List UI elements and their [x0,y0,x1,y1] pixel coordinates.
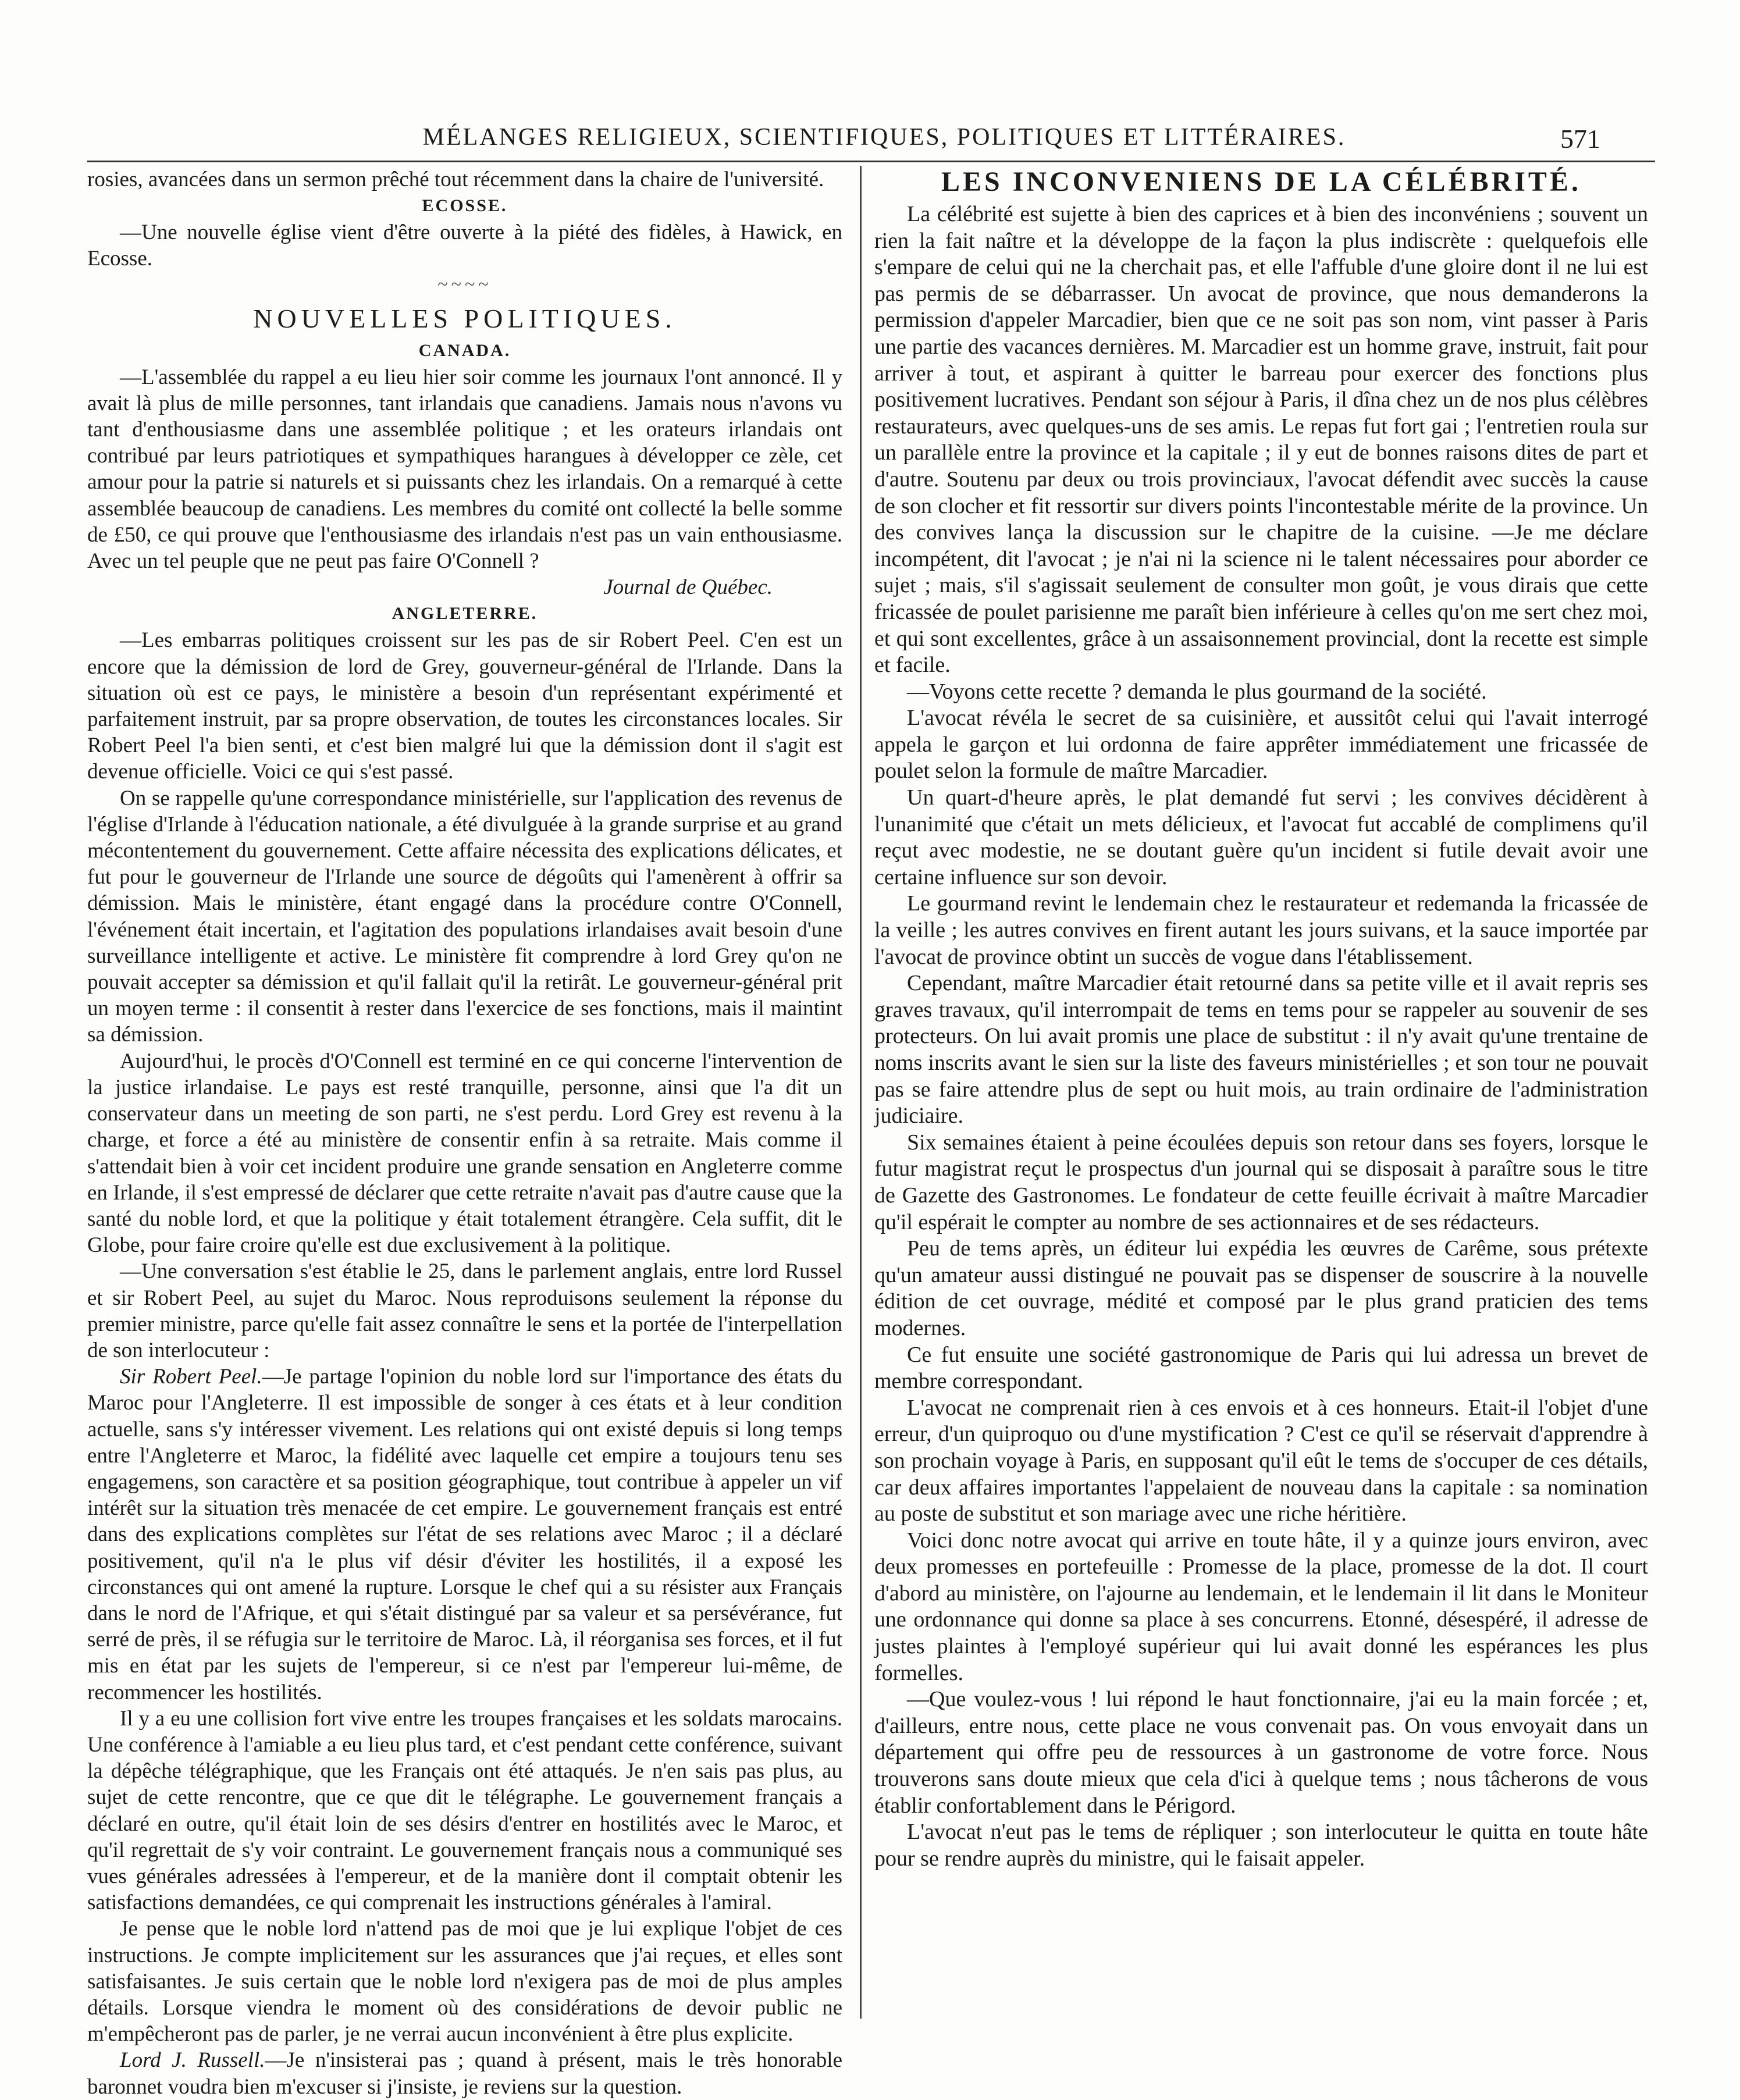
article-paragraph-12: —Que voulez-vous ! lui répond le haut fonctionnaire, j'ai eu la main forcée ; et, d'ailleurs, entre nous, cette place ne vous convenait pas. On vous envoyait dans un département qui offre peu de ressources à un gastronome de votre force. Nous trouverons sans doute mieux que cela d'ici à quelque tems ; nous tâcherons de vous établir confortablement dans le Périgord. [874,1687,1648,1818]
angleterre-paragraph-6: Il y a eu une collision fort vive entre les troupes françaises et les soldats marocains. Une conférence à l'amiable a eu lieu plus tard, et c'est pendant cette conférence, suivant la dépêche télégraphique, que les Français ont été attaqués. Je n'en sais pas plus, au sujet de cette rencontre, que ce que dit le télégraphe. Le gouvernement français a déclaré en outre, qu'il était loin de ses désirs d'entrer en hostilités avec le Maroc, et qu'il regrettait de s'y voir contraint. Le gouvernement français nous a communiqué ses vues générales adressées à l'empereur, et de la manière dont il comptait obtenir les satisfactions demandées, ce qui comprenait les instructions générales à l'amiral. [87,1706,842,1915]
speaker-peel: Sir Robert Peel. [120,1365,262,1389]
column-divider [860,166,862,2019]
ornament-divider: ~~~~ [437,273,492,294]
ecosse-paragraph: —Une nouvelle église vient d'être ouverte à la piété des fidèles, à Hawick, en Ecosse. [87,220,842,271]
opening-paragraph: rosies, avancées dans un sermon prêché tout récemment dans la chaire de l'université. [87,168,824,191]
angleterre-paragraph-7: Je pense que le noble lord n'attend pas de moi que je lui explique l'objet de ces instructions. Je compte implicitement sur les assurances que j'ai reçues, et elles sont satisfaisantes. Je suis certain que le noble lord n'exigera pas de moi de plus amples détails. Lorsque viendra le moment où des considérations de devoir public ne m'empêcheront pas de parler, je ne verrai aucun inconvénient à être plus explicite. [87,1917,842,2046]
article-paragraph-5: Le gourmand revint le lendemain chez le restaurateur et redemanda la fricassée de la veille ; les autres convives en firent autant les jours suivans, et la sauce importée par l'avocat de province obtint un succès de vogue dans l'établissement. [874,891,1648,969]
right-column [874,166,1648,1872]
speaker-russell: Lord J. Russell. [120,2048,265,2073]
article-paragraph-1: La célébrité est sujette à bien des caprices et à bien des inconvéniens ; souvent un rien la fait naître et la développe de la façon la plus indiscrète : quelquefois elle s'empare de celui qui ne la cherchait pas, et elle l'affuble d'une gloire dont il ne lui est pas permis de se débarrasser. Un avocat de province, que nous demanderons la permission d'appeler Marcadier, bien que ce ne soit pas son nom, vint passer à Paris une partie des vacances dernières. M. Marcadier est un homme grave, instruit, fait pour arriver à tout, et aspirant à quitter le barreau pour exercer des fonctions plus positivement lucratives. Pendant son séjour à Paris, il dîna chez un de nos plus célèbres restaurateurs, avec quelques-uns de ses amis. Le repas fut fort gai ; l'entretien roula sur un parallèle entre la province et la capitale ; il y eut de bonnes raisons dites de part et d'autre. Soutenu par deux ou trois provinciaux, l'avocat défendit avec succès la cause de son clocher et fit ressortir sur divers points l'incontestable mérite de la province. Un des convives lança la discussion sur le chapitre de la cuisine. —Je me déclare incompétent, dit l'avocat ; je n'ai ni la science ni le talent nécessaires pour aborder ce sujet ; mais, s'il s'agissait seulement de consulter mon goût, je vous dirais que cette fricassée de poulet parisienne me paraît bien inférieure à celles qu'on me sert chez moi, et qui sont excellentes, grâce à un assaisonnement provincial, dont la recette est simple et facile. [874,202,1648,678]
russell-speech-text: —Je n'insisterai pas ; quand à présent, mais le très honorable baronnet voudra bien m'excuser si j'insiste, je reviens sur la question. [87,2048,842,2099]
article-paragraph-3: L'avocat révéla le secret de sa cuisinière, et aussitôt celui qui l'avait interrogé appela le garçon et lui ordonna de faire apprêter immédiatement une fricassée de poulet selon la formule de maître Marcadier. [874,706,1648,784]
ecosse-heading: ECOSSE. [422,196,508,216]
page-number: 571 [1560,124,1600,154]
article-paragraph-13: L'avocat n'eut pas le tems de répliquer ; son interlocuteur le quitta en toute hâte pour se rendre auprès du ministre, qui le faisait appeler. [874,1820,1648,1871]
article-paragraph-2: —Voyons cette recette ? demanda le plus gourmand de la société. [907,679,1487,704]
angleterre-paragraph-2: On se rappelle qu'une correspondance ministérielle, sur l'application des revenus de l'église d'Irlande à l'éducation nationale, a été divulguée à la grande surprise et au grand mécontentement du gouvernement. Cette affaire nécessita des explications délicates, et fut pour le gouverneur de l'Irlande une source de dégoûts qui l'amenèrent à offrir sa démission. Mais le ministère, étant engagé dans la procédure contre O'Connell, l'événement était incertain, et l'agitation des populations irlandaises avait besoin d'une surveillance intelligente et active. Le ministère fit comprendre à lord Grey qu'on ne pouvait accepter sa démission et qu'il fallait qu'il la retirât. Le gouverneur-général prit un moyen terme : il consentit à rester dans l'exercice de ses fonctions, mais il maintint sa démission. [87,786,842,1047]
section-title-nouvelles-politiques: NOUVELLES POLITIQUES. [253,303,677,333]
article-paragraph-8: Peu de tems après, un éditeur lui expédia les œuvres de Carême, sous prétexte qu'un amateur aussi distingué ne pouvait pas se dispenser de souscrire à la nouvelle édition de cet ouvrage, médité et composé par le plus grand praticien des tems modernes. [874,1236,1648,1340]
article-title-celebrite: LES INCONVENIENS DE LA CÉLÉBRITÉ. [941,166,1581,197]
running-head: MÉLANGES RELIGIEUX, SCIENTIFIQUES, POLITIQUES ET LITTÉRAIRES. [422,124,1346,151]
angleterre-paragraph-3: Aujourd'hui, le procès d'O'Connell est terminé en ce qui concerne l'intervention de la justice irlandaise. Le pays est resté tranquille, personne, ainsi que l'a dit un conservateur dans un meeting de son parti, ne s'est perdu. Lord Grey est revenu à la charge, et force a été au ministère de consentir enfin à sa retraite. Mais comme il s'attendait bien à voir cet incident produire une grande sensation en Angleterre comme en Irlande, il s'est empressé de déclarer que cette retraite n'avait pas d'autre cause que la santé du noble lord, et que la politique y était totalement étrangère. Cela suffit, dit le Globe, pour faire croire qu'elle est due exclusivement à la politique. [87,1049,842,1258]
article-paragraph-6: Cependant, maître Marcadier était retourné dans sa petite ville et il avait repris ses graves travaux, qu'il interrompait de tems en tems pour se rappeler au souvenir de ses protecteurs. On lui avait promis une place de substitut : il n'y avait qu'une trentaine de noms inscrits avant le sien sur la liste des faveurs ministérielles ; et son tour ne pouvait pas se faire attendre plus de sept ou huit mois, au train ordinaire de l'administration judiciaire. [874,971,1648,1129]
article-paragraph-9: Ce fut ensuite une société gastronomique de Paris qui lui adressa un brevet de membre correspondant. [874,1342,1648,1394]
article-paragraph-7: Six semaines étaient à peine écoulées depuis son retour dans ses foyers, lorsque le futur magistrat reçut le prospectus d'un journal qui se disposait à paraître sous le titre de Gazette des Gastronomes. Le fondateur de cette feuille écrivait à maître Marcadier qu'il espérait le compter au nombre de ses actionnaires et de ses rédacteurs. [874,1130,1648,1234]
header-rule [87,161,1655,162]
canada-heading: CANADA. [418,340,511,360]
canada-paragraph: —L'assemblée du rappel a eu lieu hier soir comme les journaux l'ont annoncé. Il y avait là plus de mille personnes, tant irlandais que canadiens. Jamais nous n'avons vu tant d'enthousiasme dans une assemblée politique ; et les orateurs irlandais ont contribué par leurs patriotiques et sympathiques harangues à développer ce zèle, cet amour pour la patrie si naturels et si puissants chez les irlandais. On a remarqué à cette assemblée beaucoup de canadiens. Les membres du comité ont collecté la belle somme de £50, ce qui prouve que l'enthousiasme des irlandais n'est pas un vain enthousiasme. Avec un tel peuple que ne peut pas faire O'Connell ? [87,365,842,574]
angleterre-paragraph-1: —Les embarras politiques croissent sur les pas de sir Robert Peel. C'en est un encore que la démission de lord de Grey, gouverneur-général de l'Irlande. Dans la situation où est ce pays, le ministère a besoin d'un représentant expérimenté et parfaitement instruit, par sa propre observation, de toutes les circonstances locales. Sir Robert Peel l'a bien senti, et c'est bien malgré lui que la démission dont il s'agit est devenue officielle. Voici ce qui s'est passé. [87,628,842,784]
russell-speech-paragraph [87,2047,842,2099]
left-column [87,166,842,2100]
article-paragraph-10: L'avocat ne comprenait rien à ces envois et à ces honneurs. Etait-il l'objet d'une erreur, d'un quiproquo ou d'une mystification ? C'est ce qu'il se réservait d'apprendre à son prochain voyage à Paris, en supposant qu'il eût le tems de s'occuper de ces détails, car deux affaires importantes l'appelaient de nouveau dans la capitale : sa nomination au poste de substitut et son mariage avec une riche héritière. [874,1395,1648,1526]
article-paragraph-11: Voici donc notre avocat qui arrive en toute hâte, il y a quinze jours environ, avec deux promesses en portefeuille : Promesse de la place, promesse de la dot. Il court d'abord au ministère, on l'ajourne au lendemain, et le lendemain il lit dans le Moniteur une ordonnance qui donne sa place à ses concurrens. Etonné, désespéré, il adresse de justes plaintes à l'employé supérieur qui lui avait donné les espérances les plus formelles. [874,1528,1648,1685]
angleterre-heading: ANGLETERRE. [392,604,538,624]
peel-speech-paragraph [87,1364,842,1706]
article-paragraph-4: Un quart-d'heure après, le plat demandé fut servi ; les convives décidèrent à l'unanimité que c'était un mets délicieux, et l'avocat fut accablé de complimens qu'il reçut avec modestie, ne se doutant guère qu'un incident si futile devait avoir une certaine influence sur son devoir. [874,785,1648,889]
angleterre-paragraph-4: —Une conversation s'est établie le 25, dans le parlement anglais, entre lord Russel et sir Robert Peel, au sujet du Maroc. Nous reproduisons seulement la réponse du premier ministre, parce qu'elle fait assez connaître le sens et la portée de l'interpellation de son interlocuteur : [87,1259,842,1362]
peel-speech-text: —Je partage l'opinion du noble lord sur l'importance des états du Maroc pour l'Angleterre. Il est impossible de songer à ces états et à leur condition actuelle, sans s'y intéresser vivement. Les relations qui ont existé depuis si long temps entre l'Angleterre et Maroc, la fidélité avec laquelle cet empire a toujours tenu ses engagemens, son caractère et sa position géographique, tout contribue à appeler un vif intérêt sur la situation très menacée de cet empire. Le gouvernement français est entré dans des explications complètes sur l'état de ses relations avec Maroc ; il a déclaré positivement, qu'il n'a le plus vif désir d'éviter les hostilités, il a exposé les circonstances qui ont amené la rupture. Lorsque le chef qui a su résister aux Français dans le nord de l'Afrique, et qui s'était distingué par sa valeur et sa persévérance, fut serré de près, il se réfugia sur le territoire de Maroc. Là, il réorganisa ses forces, et il fut mis en état par les sujets de l'empereur, si ce n'est par l'empereur lui-même, de recommencer les hostilités. [87,1365,843,1704]
canada-source: Journal de Québec. [603,575,773,600]
